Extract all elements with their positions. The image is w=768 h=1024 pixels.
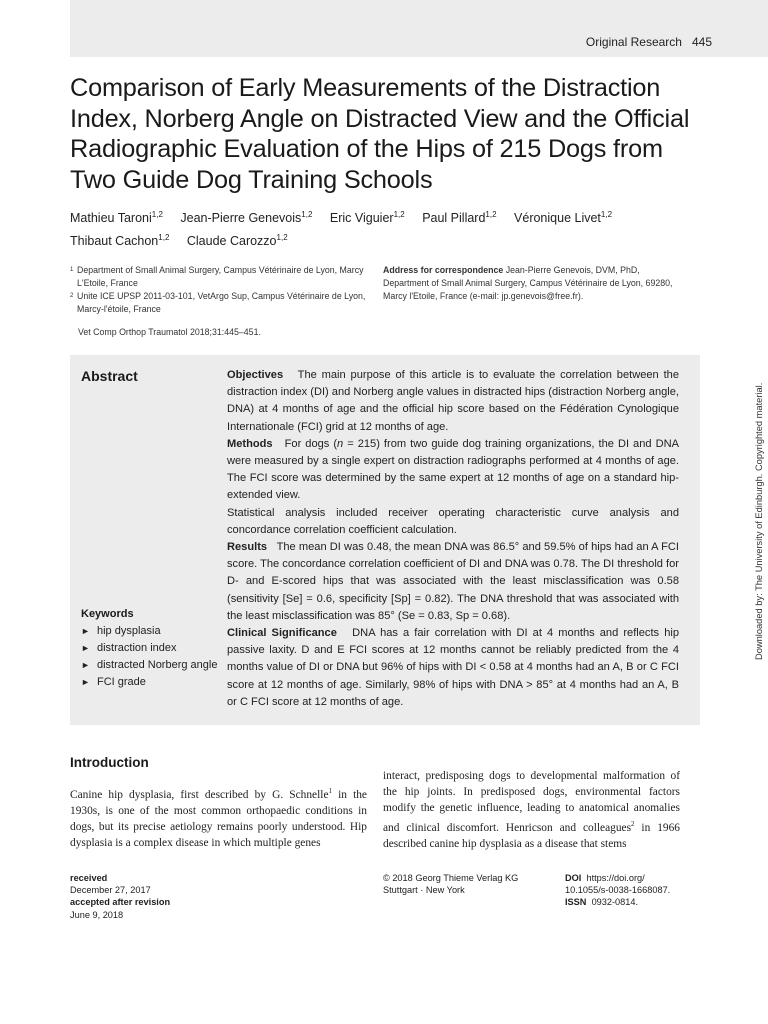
running-header <box>586 35 712 49</box>
doi-link[interactable]: https://doi.org/ <box>586 873 645 883</box>
methods-text-2: Statistical analysis included receiver operating characteristic curve analysis and concordance correlation coefficient calculation. <box>227 506 679 536</box>
introduction-column-1: Canine hip dysplasia, first described by G. Schnelle$^1$ in the 1930s, is one of the most common orthopaedic conditions in dogs, but its precise aetiology remains poorly understood. Hip dysplasia is a complex disease in which multiple genes <box>70 787 367 849</box>
page-number: 445 <box>691 35 712 49</box>
keyword-item[interactable]: ► distraction index <box>81 640 221 657</box>
objectives-text: The main purpose of this article is to evaluate the correlation between the distraction index (DI) and Norberg angle values in distracted hips (distraction Norberg angle, DNA) at 4 months of age and the official hip score based on the Fédération Cynologique Internationale (FCI) grid at 12 months of age. <box>227 369 679 433</box>
author[interactable]: Claude Carozzo$^{1,2}$ <box>186 233 288 249</box>
author[interactable]: Eric Viguier$^{1,2}$ <box>329 210 405 226</box>
author-list <box>70 205 710 251</box>
arrow-icon: ► <box>81 643 90 653</box>
keyword-item[interactable]: ► FCI grade <box>81 674 221 691</box>
correspondence-text: Jean-Pierre Genevois, DVM, PhD, Department of Small Animal Surgery, Campus Vétérinaire de Lyon, 69280, Marcy l'Etoile, France (e-mail: jp.genevois@free.fr). <box>383 265 673 301</box>
affiliations <box>70 264 370 316</box>
download-note: Downloaded by: The University of Edinburgh. Copyrighted material. <box>754 382 764 660</box>
keywords-heading: Keywords <box>81 608 134 620</box>
clinical-text: DNA has a fair correlation with DI at 4 months and reflects hip passive laxity. D and E FCI scores at 12 months cannot be reliably predicted from the 4 months value of DI or DNA but 96% of hips with DI < 0.58 at 4 months had an A, B or C FCI score at 12 months of age. Similarly, 98% of hips with DNA > 85° at 4 months had an A, B or C FCI score at 12 months of age. <box>227 627 679 708</box>
author[interactable]: Paul Pillard$^{1,2}$ <box>422 210 497 226</box>
received-info: received December 27, 2017 accepted after revision June 9, 2018 <box>70 873 171 920</box>
author[interactable]: Mathieu Taroni$^{1,2}$ <box>70 210 163 226</box>
doi-info: DOI https://doi.org/ 10.1055/s-0038-1668087. ISSN 0932-0814. <box>565 873 671 908</box>
introduction-heading: Introduction <box>70 755 149 770</box>
keyword-item[interactable]: ► distracted Norberg angle <box>81 657 221 674</box>
results-text: The mean DI was 0.48, the mean DNA was 86.5° and 59.5% of hips had an A FCI score. The concordance correlation coefficient of DI and DNA was 0.78. The DI threshold for D- and E-scored hips that was associated with the least misclassification was 0.58 (sensitivity [Se] = 0.6, specificity [Sp] = 0.82). The DNA threshold that was associated with the least misclassification was 85° (Se = 0.83, Sp = 0.68). <box>227 541 680 622</box>
abstract-heading: Abstract <box>81 368 138 384</box>
arrow-icon: ► <box>81 660 90 670</box>
citation: Vet Comp Orthop Traumatol 2018;31:445–451. <box>78 327 261 337</box>
article-title: Comparison of Early Measurements of the Distraction Index, Norberg Angle on Distracted View and the Official Radiographic Evaluation of the Hips of 215 Dogs from Two Guide Dog Training Schools <box>70 74 690 194</box>
correspondence-label: Address for correspondence <box>383 265 504 275</box>
keyword-item[interactable]: ► hip dysplasia <box>81 623 221 640</box>
copyright: © 2018 Georg Thieme Verlag KG Stuttgart · New York <box>383 873 519 896</box>
author[interactable]: Jean-Pierre Genevois$^{1,2}$ <box>180 210 313 226</box>
keywords-list <box>81 623 221 691</box>
author[interactable]: Véronique Livet$^{1,2}$ <box>514 210 613 226</box>
side-watermark <box>752 360 764 660</box>
affiliation: 2 Unite ICE UPSP 2011-03-101, VetArgo Sup, Campus Vétérinaire de Lyon, Marcy-l'étoile, France <box>70 291 366 314</box>
doi-link-2[interactable]: 10.1055/s-0038-1668087. <box>565 885 671 896</box>
author[interactable]: Thibaut Cachon$^{1,2}$ <box>70 233 170 249</box>
abstract-text: Objectives The main purpose of this article is to evaluate the correlation between the distraction index (DI) and Norberg angle values in distracted hips (distraction Norberg angle, DNA) at 4 months of age and the official hip score based on the Fédération Cynologique Internationale (FCI) grid at 12 months of age. Methods For dogs (n = 215) from two guide dog training organizations, the DI and DNA were measured by a single expert on distraction radiographs performed at 4 months of age. The FCI score was determined by the same expert at 12 months of age on a standard hip-extended view. Statistical analysis included receiver operating characteristic curve analysis and concordance correlation coefficient calculation. Results The mean DI was 0.48, the mean DNA was 86.5° and 59.5% of hips had an A FCI score. The concordance correlation coefficient of DI and DNA was 0.78. The DI threshold for D- and E-scored hips that was associated with the least misclassification was 0.58 (sensitivity [Se] = 0.6, specificity [Sp] = 0.82). The DNA threshold that was associated with the least misclassification was 85° (Se = 0.83, Sp = 0.68). Clinical Significance DNA has a fair correlation with DI at 4 months and reflects hip passive laxity. D and E FCI scores at 12 months cannot be reliably predicted from the 4 months value of DI or DNA but 96% of hips with DI < 0.58 at 4 months had an A, B or C FCI score at 12 months of age. Similarly, 98% of hips with DNA > 85° at 4 months had an A, B or C FCI score at 12 months of age. <box>227 369 680 708</box>
results-label: Results <box>227 541 268 554</box>
objectives-label: Objectives <box>227 369 284 381</box>
clinical-label: Clinical Significance <box>227 627 337 640</box>
arrow-icon: ► <box>81 626 90 636</box>
section-label: Original Research <box>585 35 682 49</box>
introduction-column-2: interact, predisposing dogs to developmental malformation of the hip joints. In predisposed dogs, environmental factors modify the genetic influence, leading to anatomical anomalies and clinical discomfort. Henricson and colleagues$^2$ in 1966 described canine hip dysplasia as a disease that stems <box>383 770 680 850</box>
methods-text: = 215) from two guide dog training organizations, the DI and DNA were measured by a single expert on distraction radiographs performed at 4 months of age. The FCI score was determined by the same expert at 12 months of age on a standard hip-extended view. <box>227 437 679 502</box>
arrow-icon: ► <box>81 677 90 687</box>
methods-label: Methods <box>227 437 273 450</box>
affiliation: 1 Department of Small Animal Surgery, Campus Vétérinaire de Lyon, Marcy L'Etoile, France <box>70 265 364 288</box>
correspondence <box>383 264 683 303</box>
